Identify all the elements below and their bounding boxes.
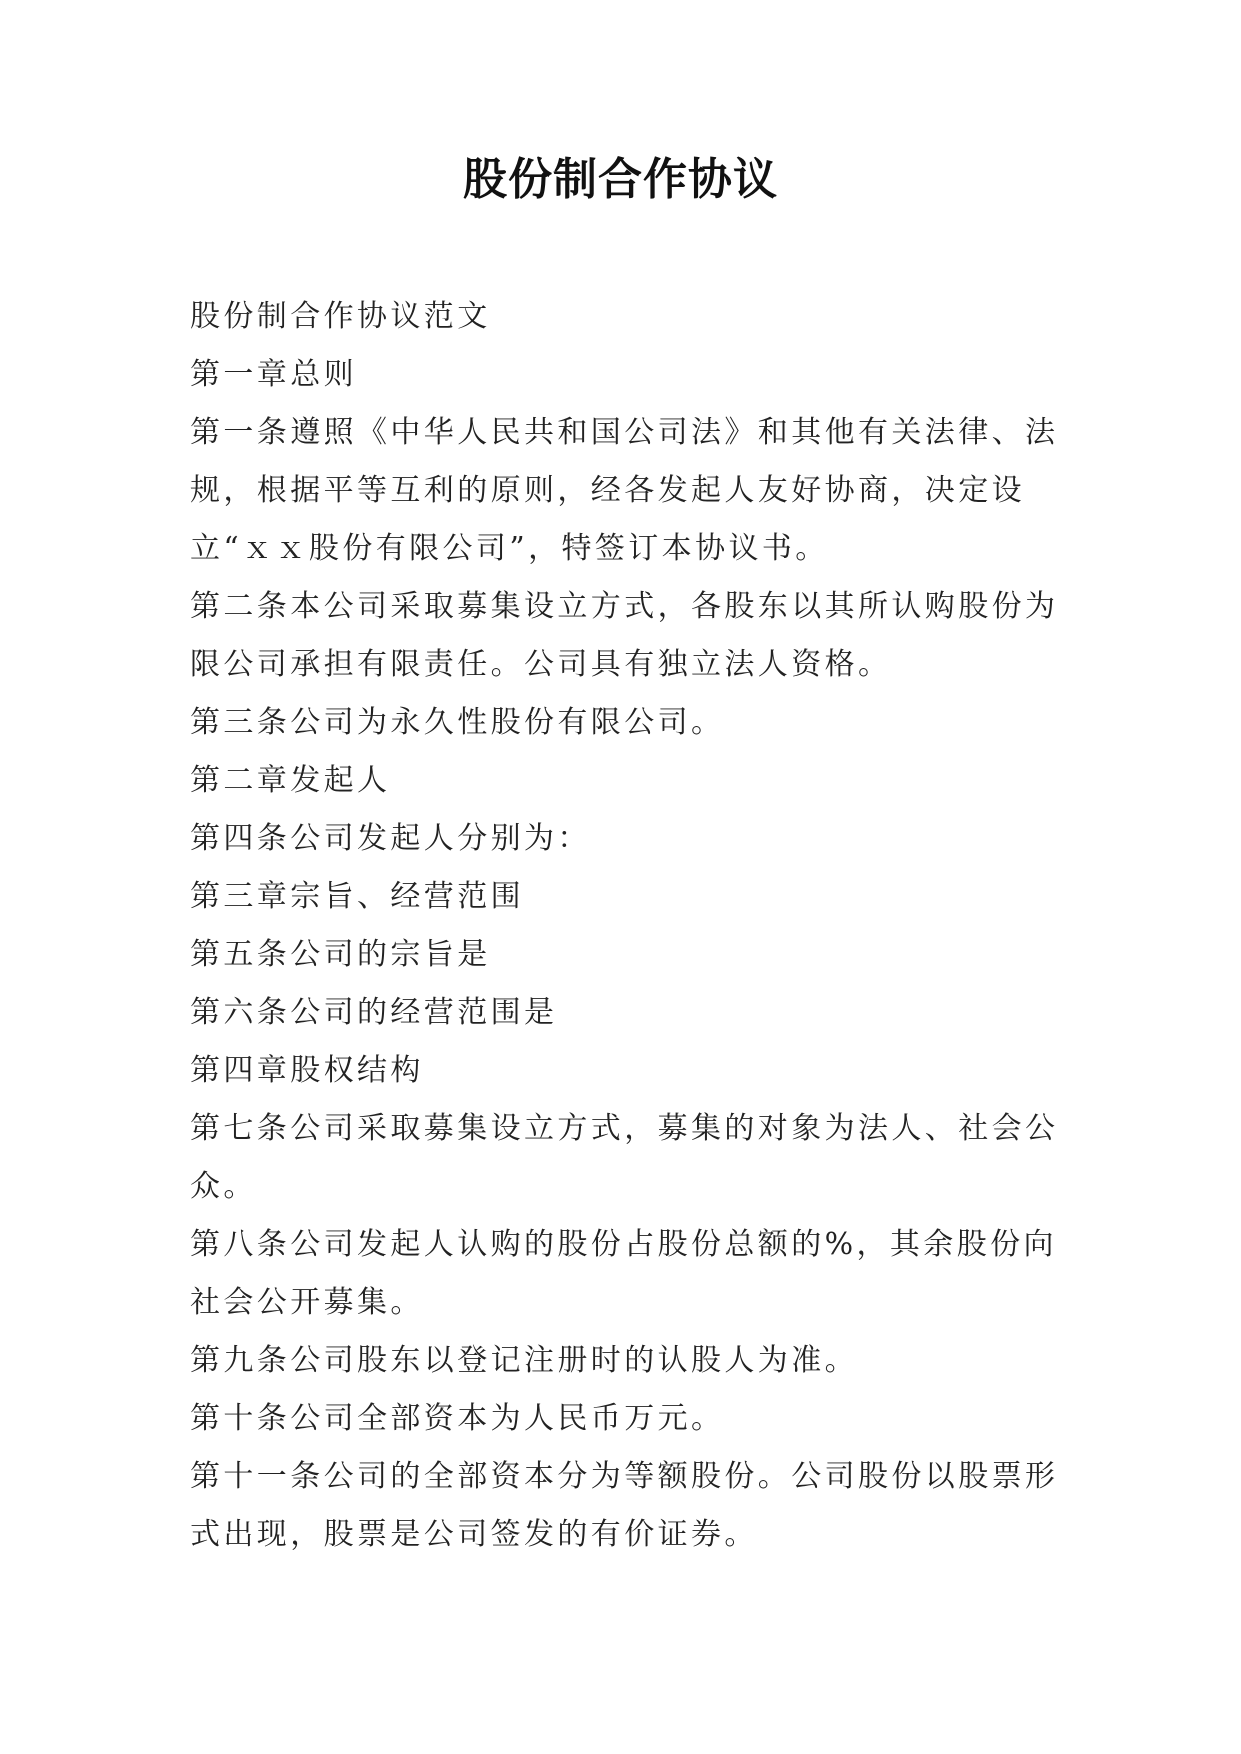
article-10: 第十条公司全部资本为人民币万元。 [190, 1401, 725, 1436]
article-2: 第二条本公司采取募集设立方式，各股东以其所认购股份为限公司承担有限责任。公司具有独立法人资格。 [190, 589, 1059, 682]
article-7: 第七条公司采取募集设立方式，募集的对象为法人、社会公众。 [190, 1111, 1059, 1204]
article-5: 第五条公司的宗旨是 [190, 937, 491, 972]
chapter-4-heading: 第四章股权结构 [190, 1053, 424, 1088]
chapter-1-heading: 第一章总则 [190, 357, 357, 392]
chapter-2-heading: 第二章发起人 [190, 763, 391, 798]
paragraph-heading-sample: 股份制合作协议范文 [190, 299, 491, 334]
article-11: 第十一条公司的全部资本分为等额股份。公司股份以股票形式出现，股票是公司签发的有价证券。 [190, 1459, 1059, 1552]
article-1: 第一条遵照《中华人民共和国公司法》和其他有关法律、法规，根据平等互利的原则，经各发起人友好协商，决定设立“ｘｘ股份有限公司”，特签订本协议书。 [190, 415, 1059, 566]
article-9: 第九条公司股东以登记注册时的认股人为准。 [190, 1343, 858, 1378]
article-3: 第三条公司为永久性股份有限公司。 [190, 705, 725, 740]
article-6: 第六条公司的经营范围是 [190, 995, 558, 1030]
document-body [190, 288, 1060, 1564]
chapter-3-heading: 第三章宗旨、经营范围 [190, 879, 524, 914]
article-8: 第八条公司发起人认购的股份占股份总额的%，其余股份向社会公开募集。 [190, 1227, 1057, 1320]
article-4: 第四条公司发起人分别为： [190, 821, 591, 856]
document-title: 股份制合作协议 [463, 154, 778, 205]
